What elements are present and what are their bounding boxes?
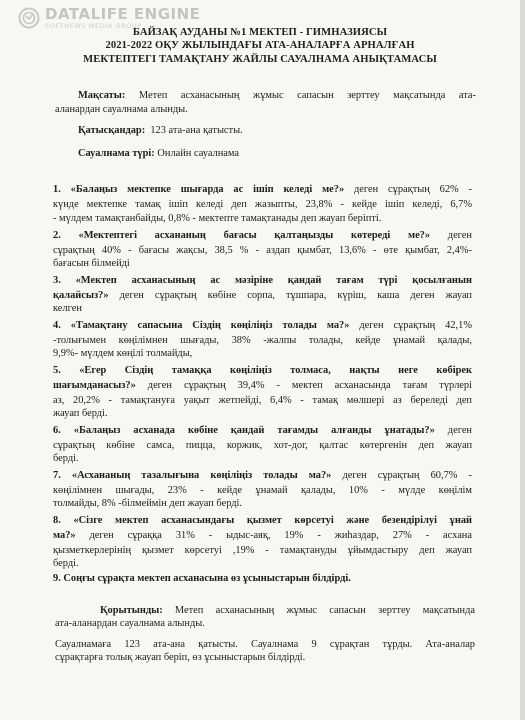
purpose-line-1 [78,88,476,104]
watermark-subtitle: SOFTNEWS MEDIA GROUP [45,22,142,30]
q3-question-end: қалайсыз?» [53,290,109,301]
q5-line-1: 5. «Егер Сіздің тамаққа көңіліңіз толмаса, нақты неге көбірек [53,365,472,376]
q7-line-1 [53,468,472,484]
q4-line-1 [53,318,472,334]
q8-line-1: 8. «Сізге мектеп асханасындағы қызмет көрсетуі және безендірілуі ұнай [53,515,472,526]
q6-answer-start: деген [447,425,472,436]
q2-line-2: сұрақтың 40% - бағасы жақсы, 38,5 % - аздап қымбат, 13,6% - өте қымбат, 2,4%- [53,245,472,256]
watermark-title: DATALIFE ENGINE [45,5,201,23]
q1-answer-start: деген сұрақтың 62% - [354,184,472,195]
conclusion-line-1 [100,603,475,619]
q4-line-2: -толығымен көңілімнен шығады, 38% -жалпы толады, кейде ұнамай қалады, [53,335,472,346]
q1-line-3: - мүлдем тамақтанбайды, 0,8% - мектепте тамақтанады деп жауап беріпті. [53,213,382,224]
datalife-logo-icon [18,7,40,29]
q7-line-3: толмайды, 8% -білмеймін деп жауап берді. [53,498,243,509]
q5-line-2 [53,378,472,394]
q5-line-3: аз, 20,2% - тамақтануға уақыт жетпейді, 6,4% - тамақ мөлшері аз береледі деп [53,395,472,406]
survey-type-text: Онлайн сауалнама [157,148,240,159]
participants-line [78,125,243,136]
q5-answer-start: деген сұрақтың 39,4% - мектеп асханасында тағам түрлері [147,380,472,391]
participants-label: Қатысқандар: [78,125,146,136]
participants-text: 123 ата-ана қатысты. [150,125,243,136]
q2-line-1 [53,228,472,244]
q7-line-2: көңілімнен шығады, 23% - кейде ұнамай қалады, 10% - мүлде көңілім [53,485,472,496]
q5-question-end: шағымданасыз?» [53,380,136,391]
q1-question: 1. «Балаңыз мектепке шығарда ас ішіп келеді ме?» [53,184,345,195]
conclusion-text-1: Метеп асханасының жұмыс сапасын зерттеу мақсатында [174,605,475,616]
q7-answer-start: деген сұрақтың 60,7% - [342,470,472,481]
heading-line-3: МЕКТЕПТЕГІ ТАМАҚТАНУ ЖАЙЛЫ САУАЛНАМА АНЫҚТАМАСЫ [83,54,437,65]
q1-line-1 [53,182,472,198]
heading-line-2: 2021-2022 ОҚУ ЖЫЛЫНДАҒЫ АТА-АНАЛАРҒА АРНАЛҒАН [105,40,415,51]
q8-line-3: қызметкерлерінің қызмет көрсетуі ,19% - тамақтануды ұйымдастыру деп жауап [53,545,472,556]
q3-line-2 [53,288,472,304]
purpose-text: Метеп асханасының жұмыс сапасын зерттеу мақсатында ата- [138,90,476,101]
q4-answer-start: деген сұрақтың 42,1% [359,320,473,331]
q3-line-3: келген [53,303,82,314]
conclusion-line-3: Сауалнамаға 123 ата-ана қатысты. Сауалнама 9 сұрақтан тұрды. Ата-аналар [55,639,475,650]
q4-question: 4. «Тамақтану сапасына Сіздің көңіліңіз толады ма?» [53,320,350,331]
q7-question: 7. «Асхананың тазалығына көңіліңіз толады ма?» [53,470,332,481]
survey-type-label: Сауалнама түрі: [78,148,155,159]
q3-answer-start: деген сұрақтың көбіне сорпа, тұшпара, күріш, каша деген жауап [119,290,472,301]
q2-answer-start: деген [447,230,472,241]
conclusion-line-4: сұрақтарға толық жауап беріп, өз ұсыныстарын білдірді. [55,652,306,663]
q2-question: 2. «Мектептегі асхананың бағасы қалтаңызды көтереді ме?» [53,230,431,241]
q8-answer-start: деген сұраққа 31% - ыдыс-аяқ, 19% - жиһаздар, 27% - асхана [89,530,472,541]
q8-question-end: ма?» [53,530,76,541]
q4-line-3: 9,9%- мүлдем көңілі толмайды, [53,348,193,359]
q8-line-2 [53,528,472,544]
q3-line-1: 3. «Мектеп асханасының ас мәзіріне қандай тағам түрі қосылғанын [53,275,472,286]
survey-type-line [78,148,239,159]
watermark [18,7,200,30]
conclusion-label: Қорытынды: [100,605,163,616]
q5-line-4: жауап берді. [53,408,108,419]
heading-line-1: БАЙЗАҚ АУДАНЫ №1 МЕКТЕП - ГИМНАЗИЯСЫ [132,27,388,38]
q6-question: 6. «Балаңыз асханада көбіне қандай тағамды алғанды ұнатады?» [53,425,435,436]
q6-line-3: берді. [53,453,79,464]
q6-line-1 [53,423,472,439]
purpose-line-2: аланардан сауалнама алынды. [55,104,188,115]
q8-line-4: берді. [53,558,79,569]
conclusion-line-2: ата-аланардан сауалнама алынды. [55,618,205,629]
q6-line-2: сұрақтың көбіне самса, пицца, коржик, хот-дог, қалтас көтергенін деп жауап [53,440,472,451]
q1-line-2: күнде мектепке тамақ ішіп келеді деп жазыпты, 23,8% - кейде ішіп келеді, 6,7% [53,199,472,210]
purpose-label: Мақсаты: [78,90,126,101]
q9-line: 9. Соңғы сұрақта мектеп асханасына өз ұсыныстарын білдірді. [53,573,351,584]
q2-line-3: бағасын білмейді [53,258,130,269]
